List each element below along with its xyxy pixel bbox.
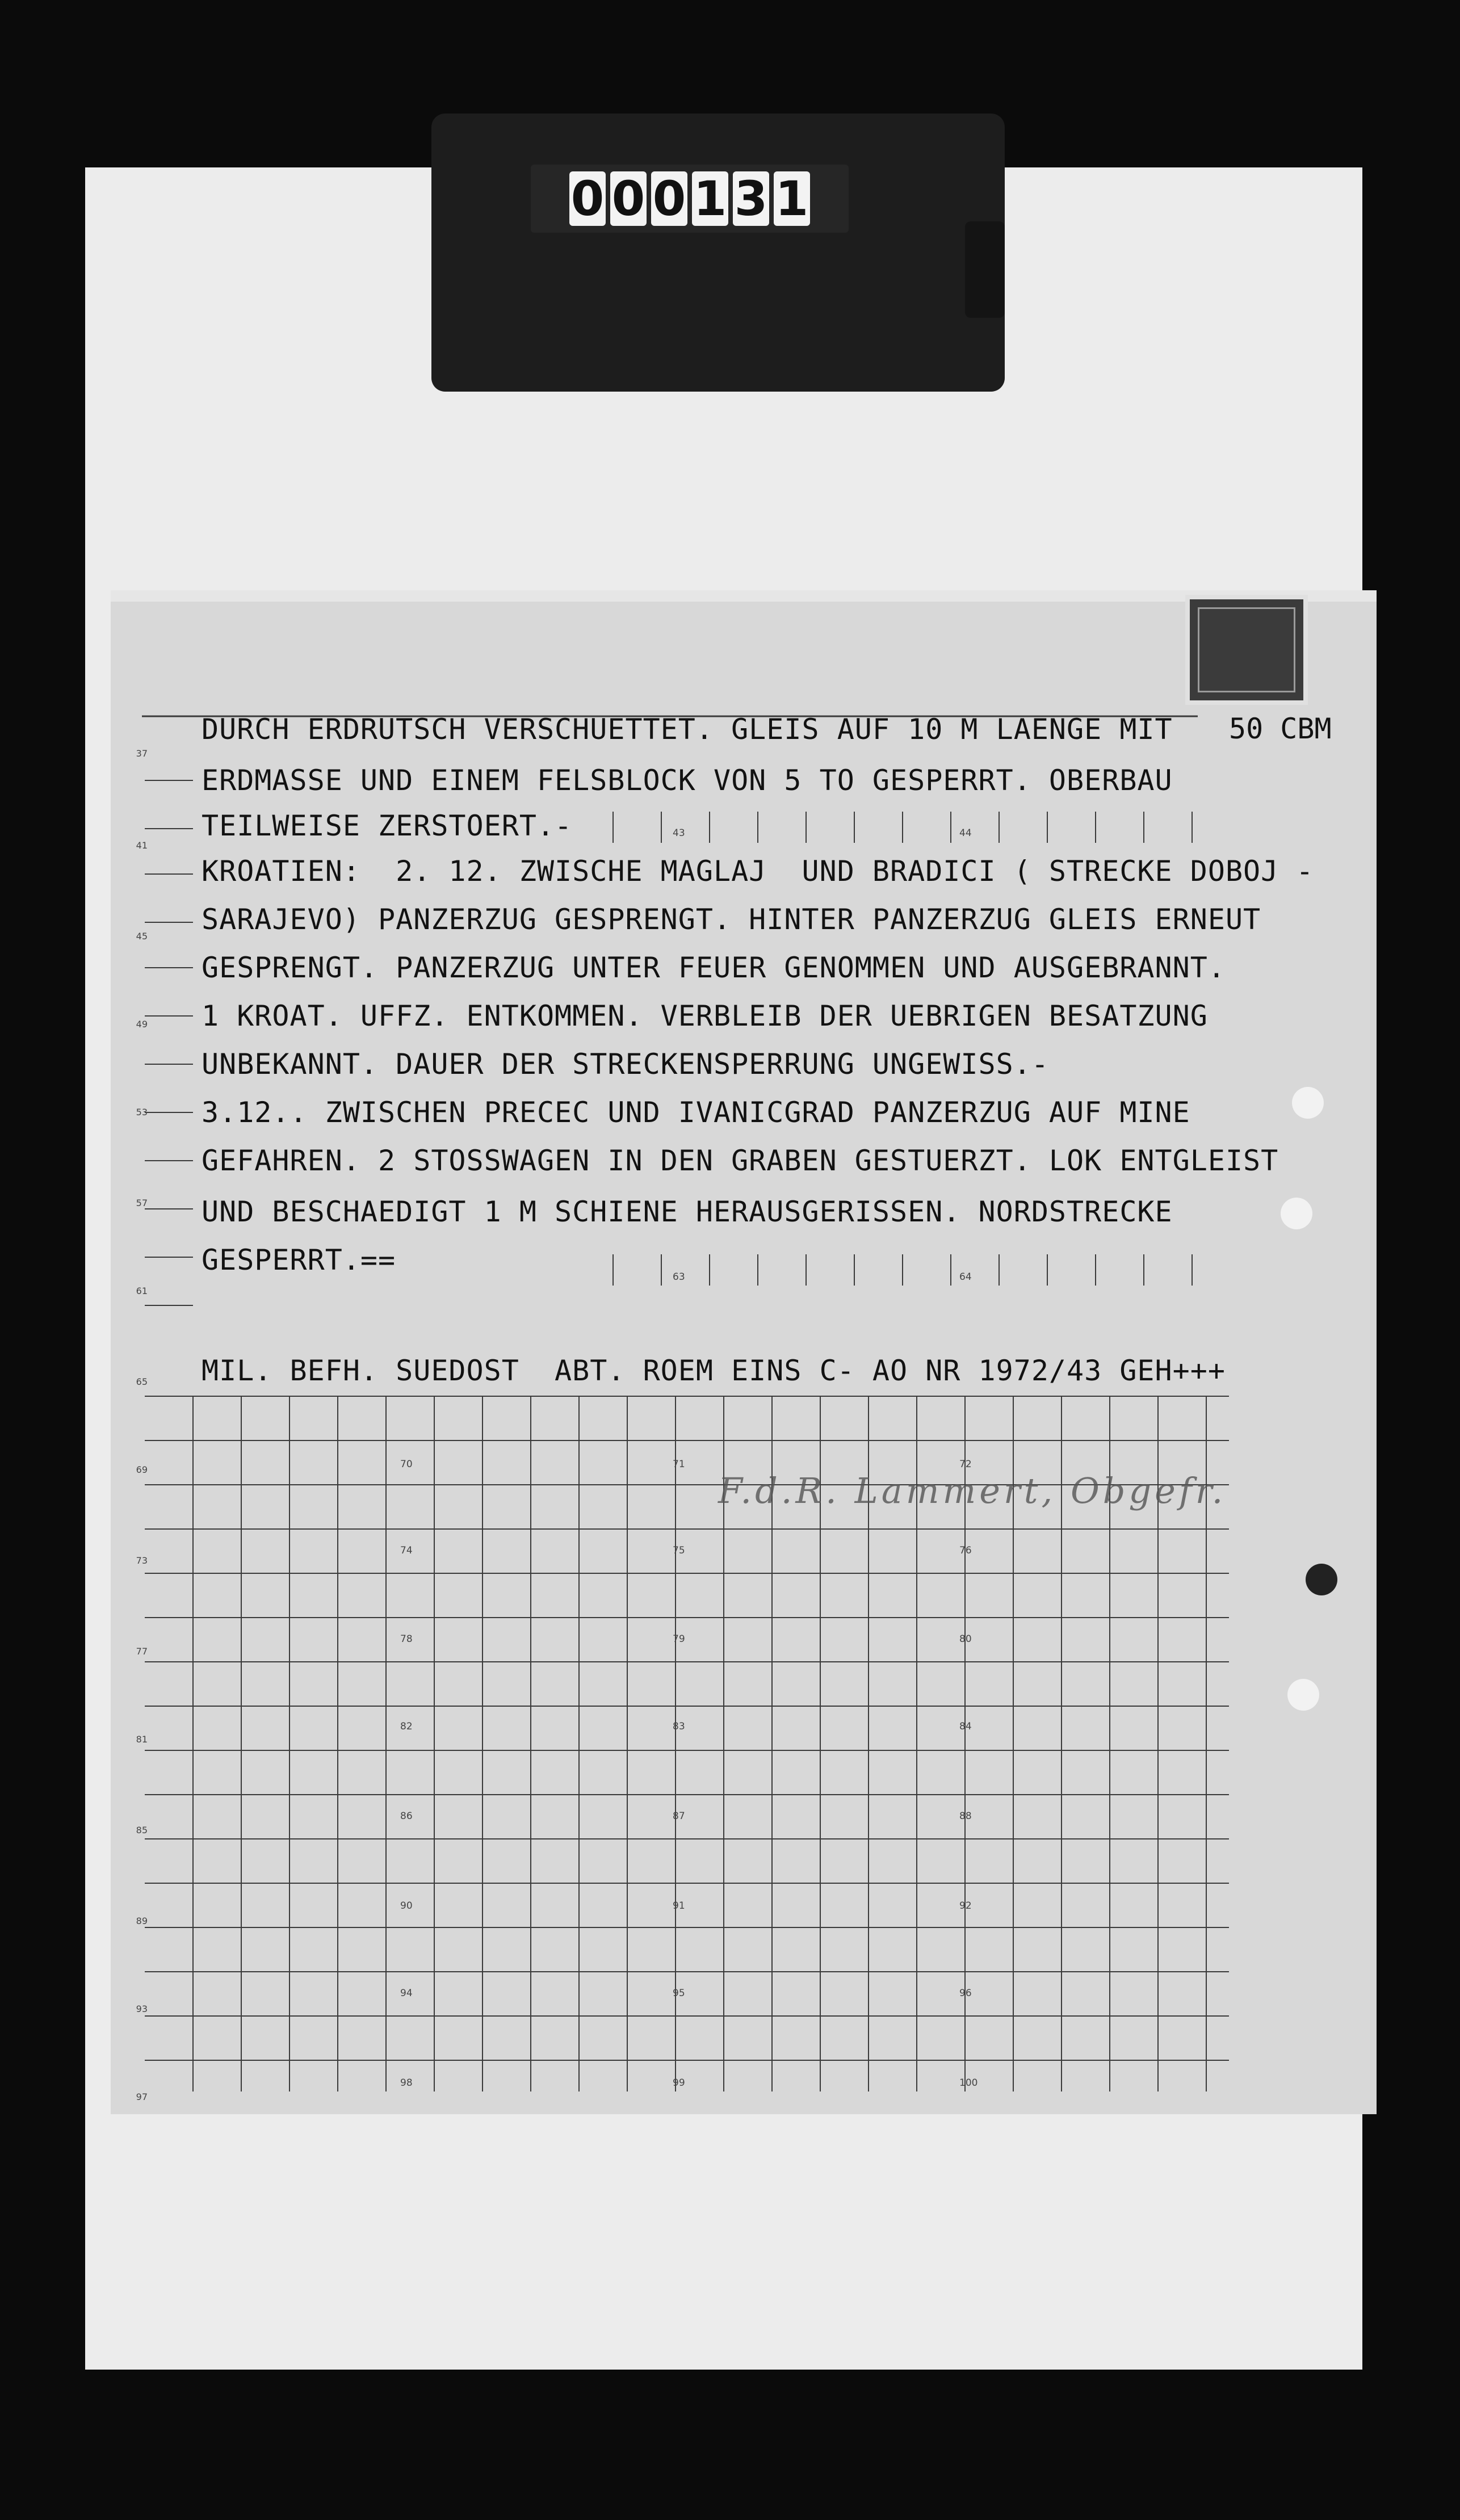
cell-number: 70 <box>400 1459 413 1470</box>
cell-number: 86 <box>400 1811 413 1822</box>
cell-number: 80 <box>959 1633 972 1645</box>
line-number: 53 <box>136 1107 148 1118</box>
punch-hole <box>1281 1198 1312 1229</box>
line-number: 49 <box>136 1019 148 1030</box>
cell-number: 82 <box>400 1721 413 1732</box>
cell-number: 43 <box>673 828 685 839</box>
footer-line: MIL. BEFH. SUEDOST ABT. ROEM EINS C- AO NR 1972/43 GEH+++ <box>202 1354 1226 1387</box>
cell-number: 99 <box>673 2077 685 2089</box>
message-line: 3.12.. ZWISCHEN PRECEC UND IVANICGRAD PANZERZUG AUF MINE <box>202 1096 1190 1129</box>
stamp-border <box>1198 607 1295 692</box>
line-number: 45 <box>136 931 148 942</box>
counter-digit: 3 <box>733 171 769 226</box>
cell-number: 92 <box>959 1900 972 1912</box>
line-number: 41 <box>136 840 148 851</box>
message-line: SARAJEVO) PANZERZUG GESPRENGT. HINTER PANZERZUG GLEIS ERNEUT <box>202 903 1261 936</box>
message-line: KROATIEN: 2. 12. ZWISCHE MAGLAJ UND BRADICI ( STRECKE DOBOJ - <box>202 855 1314 888</box>
cell-number: 83 <box>673 1721 685 1732</box>
handwritten-signature: F.d.R. Lammert, Obgefr. <box>718 1470 1227 1511</box>
message-line: UND BESCHAEDIGT 1 M SCHIENE HERAUSGERISSEN. NORDSTRECKE <box>202 1195 1173 1228</box>
margin-note: 50 CBM <box>1229 712 1332 745</box>
cell-number: 96 <box>959 1988 972 1999</box>
cell-number: 87 <box>673 1811 685 1822</box>
message-line: UNBEKANNT. DAUER DER STRECKENSPERRUNG UNGEWISS.- <box>202 1048 1049 1081</box>
cell-number: 84 <box>959 1721 972 1732</box>
punch-hole <box>1287 1679 1319 1711</box>
line-number: 37 <box>136 748 148 759</box>
cell-number: 71 <box>673 1459 685 1470</box>
cell-number: 98 <box>400 2077 413 2089</box>
line-number: 97 <box>136 2091 148 2102</box>
cell-number: 94 <box>400 1988 413 1999</box>
cell-number: 64 <box>959 1271 972 1283</box>
cell-number: 79 <box>673 1633 685 1645</box>
counter-digit: 0 <box>651 171 687 226</box>
message-line: TEILWEISE ZERSTOERT.- <box>202 809 573 842</box>
cell-number: 63 <box>673 1271 685 1283</box>
punch-hole <box>1292 1087 1324 1119</box>
punch-hole <box>1306 1564 1337 1595</box>
cell-number: 90 <box>400 1900 413 1912</box>
cell-number: 75 <box>673 1545 685 1556</box>
line-number: 85 <box>136 1825 148 1836</box>
cell-number: 78 <box>400 1633 413 1645</box>
message-line: GEFAHREN. 2 STOSSWAGEN IN DEN GRABEN GESTUERZT. LOK ENTGLEIST <box>202 1144 1279 1177</box>
line-number: 57 <box>136 1198 148 1208</box>
cell-number: 72 <box>959 1459 972 1470</box>
line-number: 65 <box>136 1376 148 1387</box>
cell-number: 74 <box>400 1545 413 1556</box>
cell-number: 88 <box>959 1811 972 1822</box>
line-number: 93 <box>136 2004 148 2014</box>
line-number: 81 <box>136 1734 148 1745</box>
line-number: 89 <box>136 1916 148 1926</box>
counter-digit: 1 <box>692 171 728 226</box>
counter-digit: 0 <box>569 171 606 226</box>
cell-number: 91 <box>673 1900 685 1912</box>
line-number: 69 <box>136 1464 148 1475</box>
counter-digit: 0 <box>610 171 647 226</box>
cell-number: 76 <box>959 1545 972 1556</box>
line-number: 61 <box>136 1286 148 1296</box>
postage-stamp <box>1185 595 1308 705</box>
cell-number: 44 <box>959 828 972 839</box>
counter-digit: 1 <box>774 171 810 226</box>
line-number: 77 <box>136 1646 148 1657</box>
message-line: GESPERRT.== <box>202 1244 396 1276</box>
message-line: ERDMASSE UND EINEM FELSBLOCK VON 5 TO GESPERRT. OBERBAU <box>202 764 1173 797</box>
message-line: DURCH ERDRUTSCH VERSCHUETTET. GLEIS AUF 10 M LAENGE MIT <box>202 713 1173 746</box>
message-line: 1 KROAT. UFFZ. ENTKOMMEN. VERBLEIB DER UEBRIGEN BESATZUNG <box>202 999 1208 1032</box>
message-line: GESPRENGT. PANZERZUG UNTER FEUER GENOMMEN UND AUSGEBRANNT. <box>202 951 1226 984</box>
line-number: 73 <box>136 1555 148 1566</box>
cell-number: 100 <box>959 2077 978 2089</box>
cell-number: 95 <box>673 1988 685 1999</box>
